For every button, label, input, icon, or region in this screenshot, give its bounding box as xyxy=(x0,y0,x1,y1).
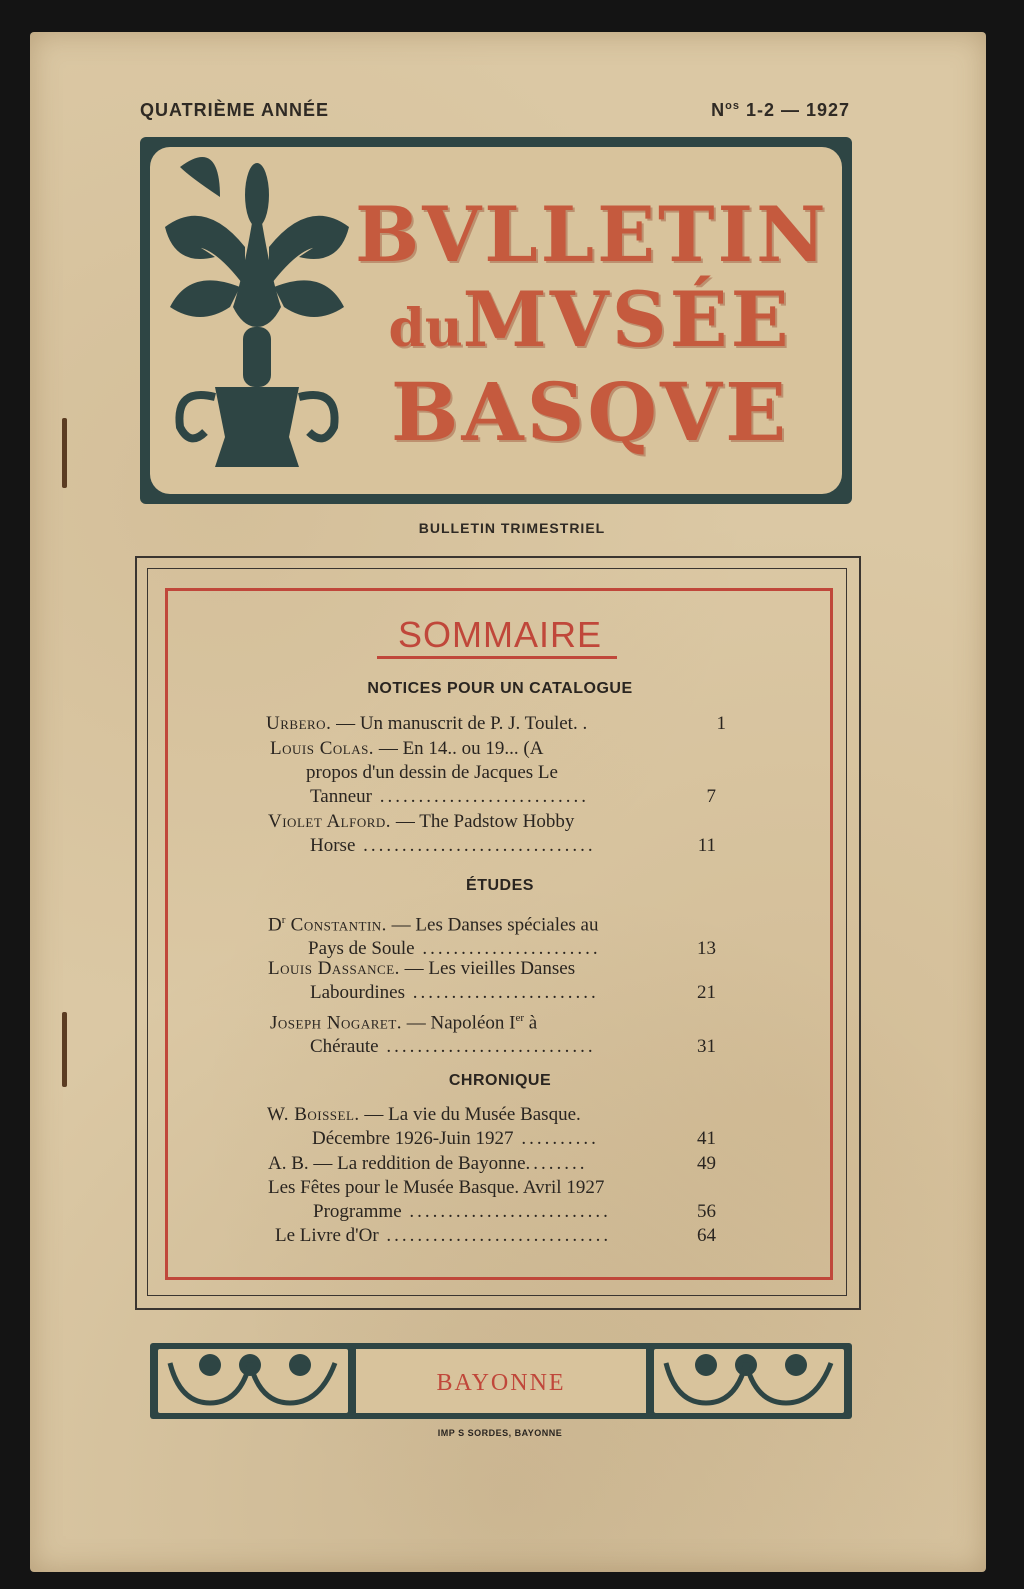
toc-entry: Louis Dassance. — Les vieilles Danses Labourdines ........................ 21 xyxy=(268,958,716,1003)
toc-entry: Violet Alford. — The Padstow Hobby Horse .............................. 11 xyxy=(268,811,716,856)
toc-entry: Louis Colas. — En 14.. ou 19... (A propos d'un dessin de Jacques Le Tanneur ........................... 7 xyxy=(270,738,716,807)
staple-top xyxy=(62,418,67,488)
volume-label: QUATRIÈME ANNÉE xyxy=(140,100,330,120)
section-heading-notices: NOTICES POUR UN CATALOGUE xyxy=(367,680,633,697)
fleur-vase-ornament xyxy=(145,137,375,504)
toc-entry: Joseph Nogaret. — Napoléon Ier à Chéraute ........................... 31 xyxy=(270,1012,716,1058)
section-heading-etudes: ÉTUDES xyxy=(466,877,534,894)
masthead-line-3: BASQVE xyxy=(390,365,790,459)
issue-number: $N^{os}$ 1-2 — 1927 xyxy=(711,100,850,120)
subtitle: BULLETIN TRIMESTRIEL xyxy=(418,520,606,536)
toc-entry: Urbero. — Un manuscrit de P. J. Toulet. . 1 xyxy=(266,713,726,734)
toc-entry: Les Fêtes pour le Musée Basque. Avril 1927 Programme .......................... 56 xyxy=(268,1177,716,1222)
toc-entry: A. B. — La reddition de Bayonne........ 49 xyxy=(268,1153,716,1174)
masthead-line-2: duMVSÉE xyxy=(388,275,792,364)
masthead-banner xyxy=(140,137,852,504)
section-heading-chronique: CHRONIQUE xyxy=(448,1072,552,1089)
toc-entry: Le Livre d'Or ............................. 64 xyxy=(275,1225,716,1246)
printer-credit: IMP S SORDES, BAYONNE xyxy=(437,1428,563,1438)
toc-entry: $D^r$ Constantin. — Les Danses spéciales au Pays de Soule ....................... 13 xyxy=(268,914,716,960)
sommaire-title: SOMMAIRE xyxy=(397,614,602,655)
city-name: BAYONNE xyxy=(436,1370,566,1396)
masthead-line-1: BVLLETIN xyxy=(355,190,829,279)
toc-entry: W. Boissel. — La vie du Musée Basque. Décembre 1926-Juin 1927 .......... 41 xyxy=(267,1104,716,1149)
sommaire-underline xyxy=(377,656,617,659)
